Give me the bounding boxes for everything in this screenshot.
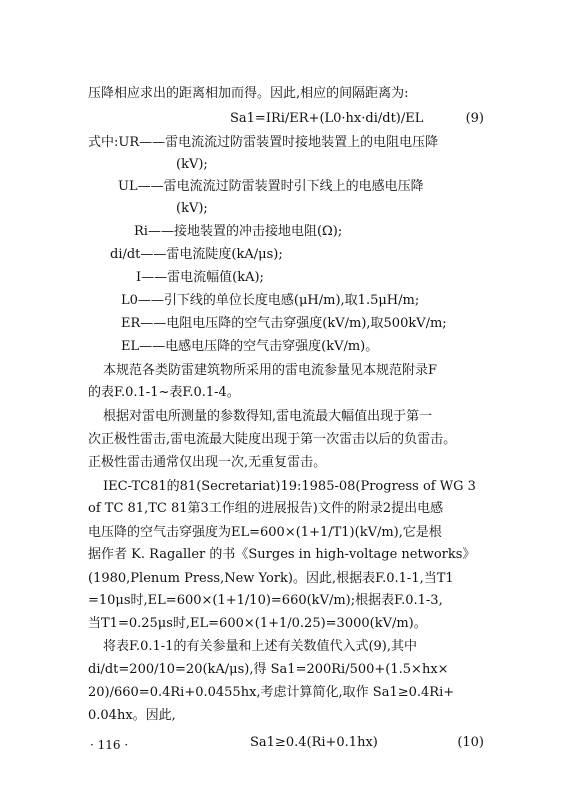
text-line: 次正极性雷击,雷电流最大陡度出现于第一次雷击以后的负雷击。	[88, 432, 457, 447]
text-line: ER——电阻电压降的空气击穿强度(kV/m),取500kV/m;	[121, 316, 447, 331]
text-line: 根据对雷电所测量的参数得知,雷电流最大幅值出现于第一	[103, 409, 433, 424]
text-line: =10μs时,EL=600×(1+1/10)=660(kV/m);根据表F.0.1-3,	[88, 593, 443, 608]
text-line: 正极性雷击通常仅出现一次,无重复雷击。	[88, 455, 327, 470]
text-line: 当T1=0.25μs时,EL=600×(1+1/0.25)=3000(kV/m)。	[88, 616, 427, 631]
text-line: 20)/660=0.4Ri+0.0455hx,考虑计算简化,取作 Sa1≥0.4Ri+	[88, 685, 455, 700]
text-line: 本规范各类防雷建筑物所采用的雷电流参量见本规范附录F	[103, 363, 438, 378]
text-line: (kV);	[176, 201, 208, 216]
text-line: di/dt=200/10=20(kA/μs),得 Sa1=200Ri/500+(1.5×hx×	[88, 662, 449, 677]
text-line: 压降相应求出的距离相加而得。因此,相应的间隔距离为:	[88, 86, 409, 101]
text-line: 0.04hx。因此,	[88, 708, 176, 723]
text-line: di/dt——雷电流陡度(kA/μs);	[110, 247, 283, 262]
text-line: EL——电感电压降的空气击穿强度(kV/m)。	[121, 339, 379, 354]
text-line: 将表F.0.1-1的有关参量和上述有关数值代入式(9),其中	[103, 639, 418, 654]
text-line: of TC 81,TC 81第3工作组的进展报告)文件的附录2提出电感	[88, 501, 444, 516]
equation-number: (10)	[457, 735, 484, 750]
equation-9: Sa1=IRi/ER+(L0·hx·di/dt)/EL	[230, 111, 424, 126]
text-line: IEC-TC81的81(Secretariat)19:1985-08(Progress of WG 3	[103, 479, 476, 494]
text-line: 据作者 K. Ragaller 的书《Surges in high-voltage networks》	[88, 547, 476, 562]
text-line: I——雷电流幅值(kA);	[136, 270, 264, 285]
text-line: (1980,Plenum Press,New York)。因此,根据表F.0.1-1,当T1	[88, 571, 454, 586]
text-line: Ri——接地装置的冲击接地电阻(Ω);	[134, 224, 343, 239]
page-number: · 116 ·	[90, 738, 129, 752]
equation-number: (9)	[465, 111, 484, 126]
text-line: UL——雷电流流过防雷装置时引下线上的电感电压降	[118, 179, 424, 194]
text-line: (kV);	[176, 157, 208, 172]
text-line: 电压降的空气击穿强度为EL=600×(1+1/T1)(kV/m),它是根	[88, 525, 442, 540]
text-line: L0——引下线的单位长度电感(μH/m),取1.5μH/m;	[121, 293, 420, 308]
text-line: 的表F.0.1-1~表F.0.1-4。	[88, 385, 240, 400]
text-line: 式中:UR——雷电流流过防雷装置时接地装置上的电阻电压降	[88, 135, 439, 150]
equation-10: Sa1≥0.4(Ri+0.1hx)	[250, 735, 378, 750]
